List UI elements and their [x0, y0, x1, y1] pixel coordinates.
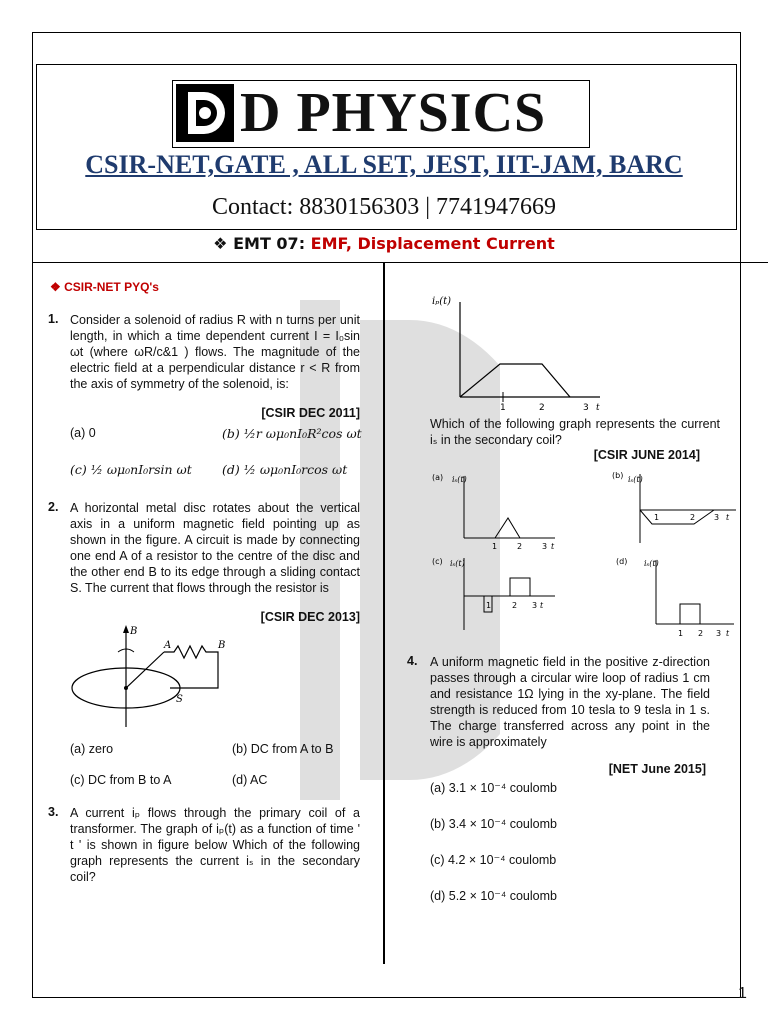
primary-current-graph — [430, 292, 610, 412]
option-graph-b — [610, 468, 740, 550]
tick-2: 2 — [517, 542, 523, 551]
label-b: B — [218, 640, 226, 651]
option-graph-c — [430, 552, 560, 634]
tick-3: 3 — [532, 601, 538, 610]
tick-1: 1 — [678, 629, 684, 638]
exam-tag: [CSIR JUNE 2014] — [593, 448, 700, 462]
tick-1: 1 — [500, 403, 506, 412]
exam-tag: [CSIR DEC 2013] — [260, 610, 360, 624]
label-a: A — [164, 640, 172, 651]
tagline: CSIR-NET,GATE , ALL SET, JEST, IIT-JAM, BARC — [85, 150, 683, 179]
question-text: Consider a solenoid of radius R with n turns per unit length, in which a time dependent current I = I₀sin ωt (where ωR/c&1 ) flows. The magnitude of the electric field at a perpendicular distance r < R from the axis of symmetry of the solenoid, is: — [70, 313, 360, 391]
tick-2: 2 — [539, 403, 545, 412]
tick-2: 2 — [698, 629, 704, 638]
tick-t: t — [726, 629, 730, 638]
tick-t: t — [551, 542, 555, 551]
question-text: A uniform magnetic field in the positive z-direction passes through a circular wire loop of radius 1 cm and resistance 1Ω lying in the xy-plane. The field strength is reduced from 10 tesla to 9 tesla in 1 s. The charge transferred across any point in the wire is approximately — [430, 655, 710, 749]
option-d: (d) 5.2 × 10⁻⁴ coulomb — [430, 889, 557, 903]
topic-prefix: ❖ EMT 07: — [213, 234, 311, 253]
option-graph-ylabel: iₛ(t) — [450, 559, 465, 568]
label-s: S — [176, 694, 183, 705]
question-number: 2. — [48, 500, 59, 514]
tick-2: 2 — [512, 601, 518, 610]
option-a: (a) 3.1 × 10⁻⁴ coulomb — [430, 781, 557, 795]
tick-1: 1 — [654, 513, 660, 522]
option-b: (b) DC from A to B — [232, 742, 334, 756]
section-heading: ❖ CSIR-NET PYQ's — [50, 280, 159, 294]
exam-tag: [CSIR DEC 2011] — [261, 406, 360, 420]
question-number: 4. — [407, 654, 418, 668]
tick-t: t — [726, 513, 730, 522]
exam-tag: [NET June 2015] — [608, 762, 706, 776]
contact-line: Contact: 8830156303 | 7741947669 — [211, 194, 557, 220]
option-graph-label: (d) — [616, 557, 628, 566]
option-b: (b) ½r ωμ₀nI₀R²cos ωt — [222, 426, 362, 441]
option-d: (d) AC — [232, 773, 268, 787]
topic-title — [0, 234, 768, 253]
label-b-field: B — [130, 626, 138, 637]
tick-3: 3 — [714, 513, 720, 522]
page-number: 1 — [738, 985, 747, 1002]
tick-t: t — [540, 601, 544, 610]
tick-2: 2 — [690, 513, 696, 522]
option-graph-label: (c) — [432, 557, 443, 566]
question-text: A current iₚ flows through the primary coil of a transformer. The graph of iₚ(t) as a function of time ' t ' is shown in figure below Which of the following graph represents the current iₛ in the secondary coil? — [70, 806, 360, 884]
brand-name: D PHYSICS — [240, 82, 547, 144]
question-number: 1. — [48, 312, 59, 326]
tick-3: 3 — [716, 629, 722, 638]
option-a: (a) 0 — [70, 426, 96, 440]
option-graph-d — [614, 554, 744, 640]
option-graph-label: (b) — [612, 471, 624, 480]
tick-3: 3 — [583, 403, 589, 412]
option-c: (c) 4.2 × 10⁻⁴ coulomb — [430, 853, 557, 867]
tick-t: t — [596, 403, 600, 412]
option-graph-a — [430, 470, 560, 552]
option-b: (b) 3.4 × 10⁻⁴ coulomb — [430, 817, 557, 831]
tick-3: 3 — [542, 542, 548, 551]
option-c: (c) ½ ωμ₀nI₀rsin ωt — [70, 462, 192, 477]
option-a: (a) zero — [70, 742, 114, 756]
tick-1: 1 — [492, 542, 498, 551]
option-graph-ylabel: iₛ(t) — [644, 559, 659, 568]
option-graph-ylabel: iₛ(t) — [628, 475, 643, 484]
question-text: A horizontal metal disc rotates about the vertical axis in a uniform magnetic field pointing up as shown in the figure. A circuit is made by connecting one end A of a resistor to the centre of the disc and the other end B to its edge through a sliding contact S. The current that flows through the resistor is — [70, 501, 360, 595]
disc-figure — [68, 622, 238, 732]
question-continue-text: Which of the following graph represents the current iₛ in the secondary coil? — [430, 417, 720, 447]
option-c: (c) DC from B to A — [70, 773, 172, 787]
option-graph-label: (a) — [432, 473, 444, 482]
question-number: 3. — [48, 805, 59, 819]
logo-icon — [176, 84, 234, 142]
option-d: (d) ½ ωμ₀nI₀rcos ωt — [222, 462, 348, 477]
graph-ylabel: iₚ(t) — [432, 296, 452, 307]
topic-name: EMF, Displacement Current — [310, 234, 555, 253]
option-graph-ylabel: iₛ(t) — [452, 475, 467, 484]
tick-1: 1 — [486, 601, 492, 610]
